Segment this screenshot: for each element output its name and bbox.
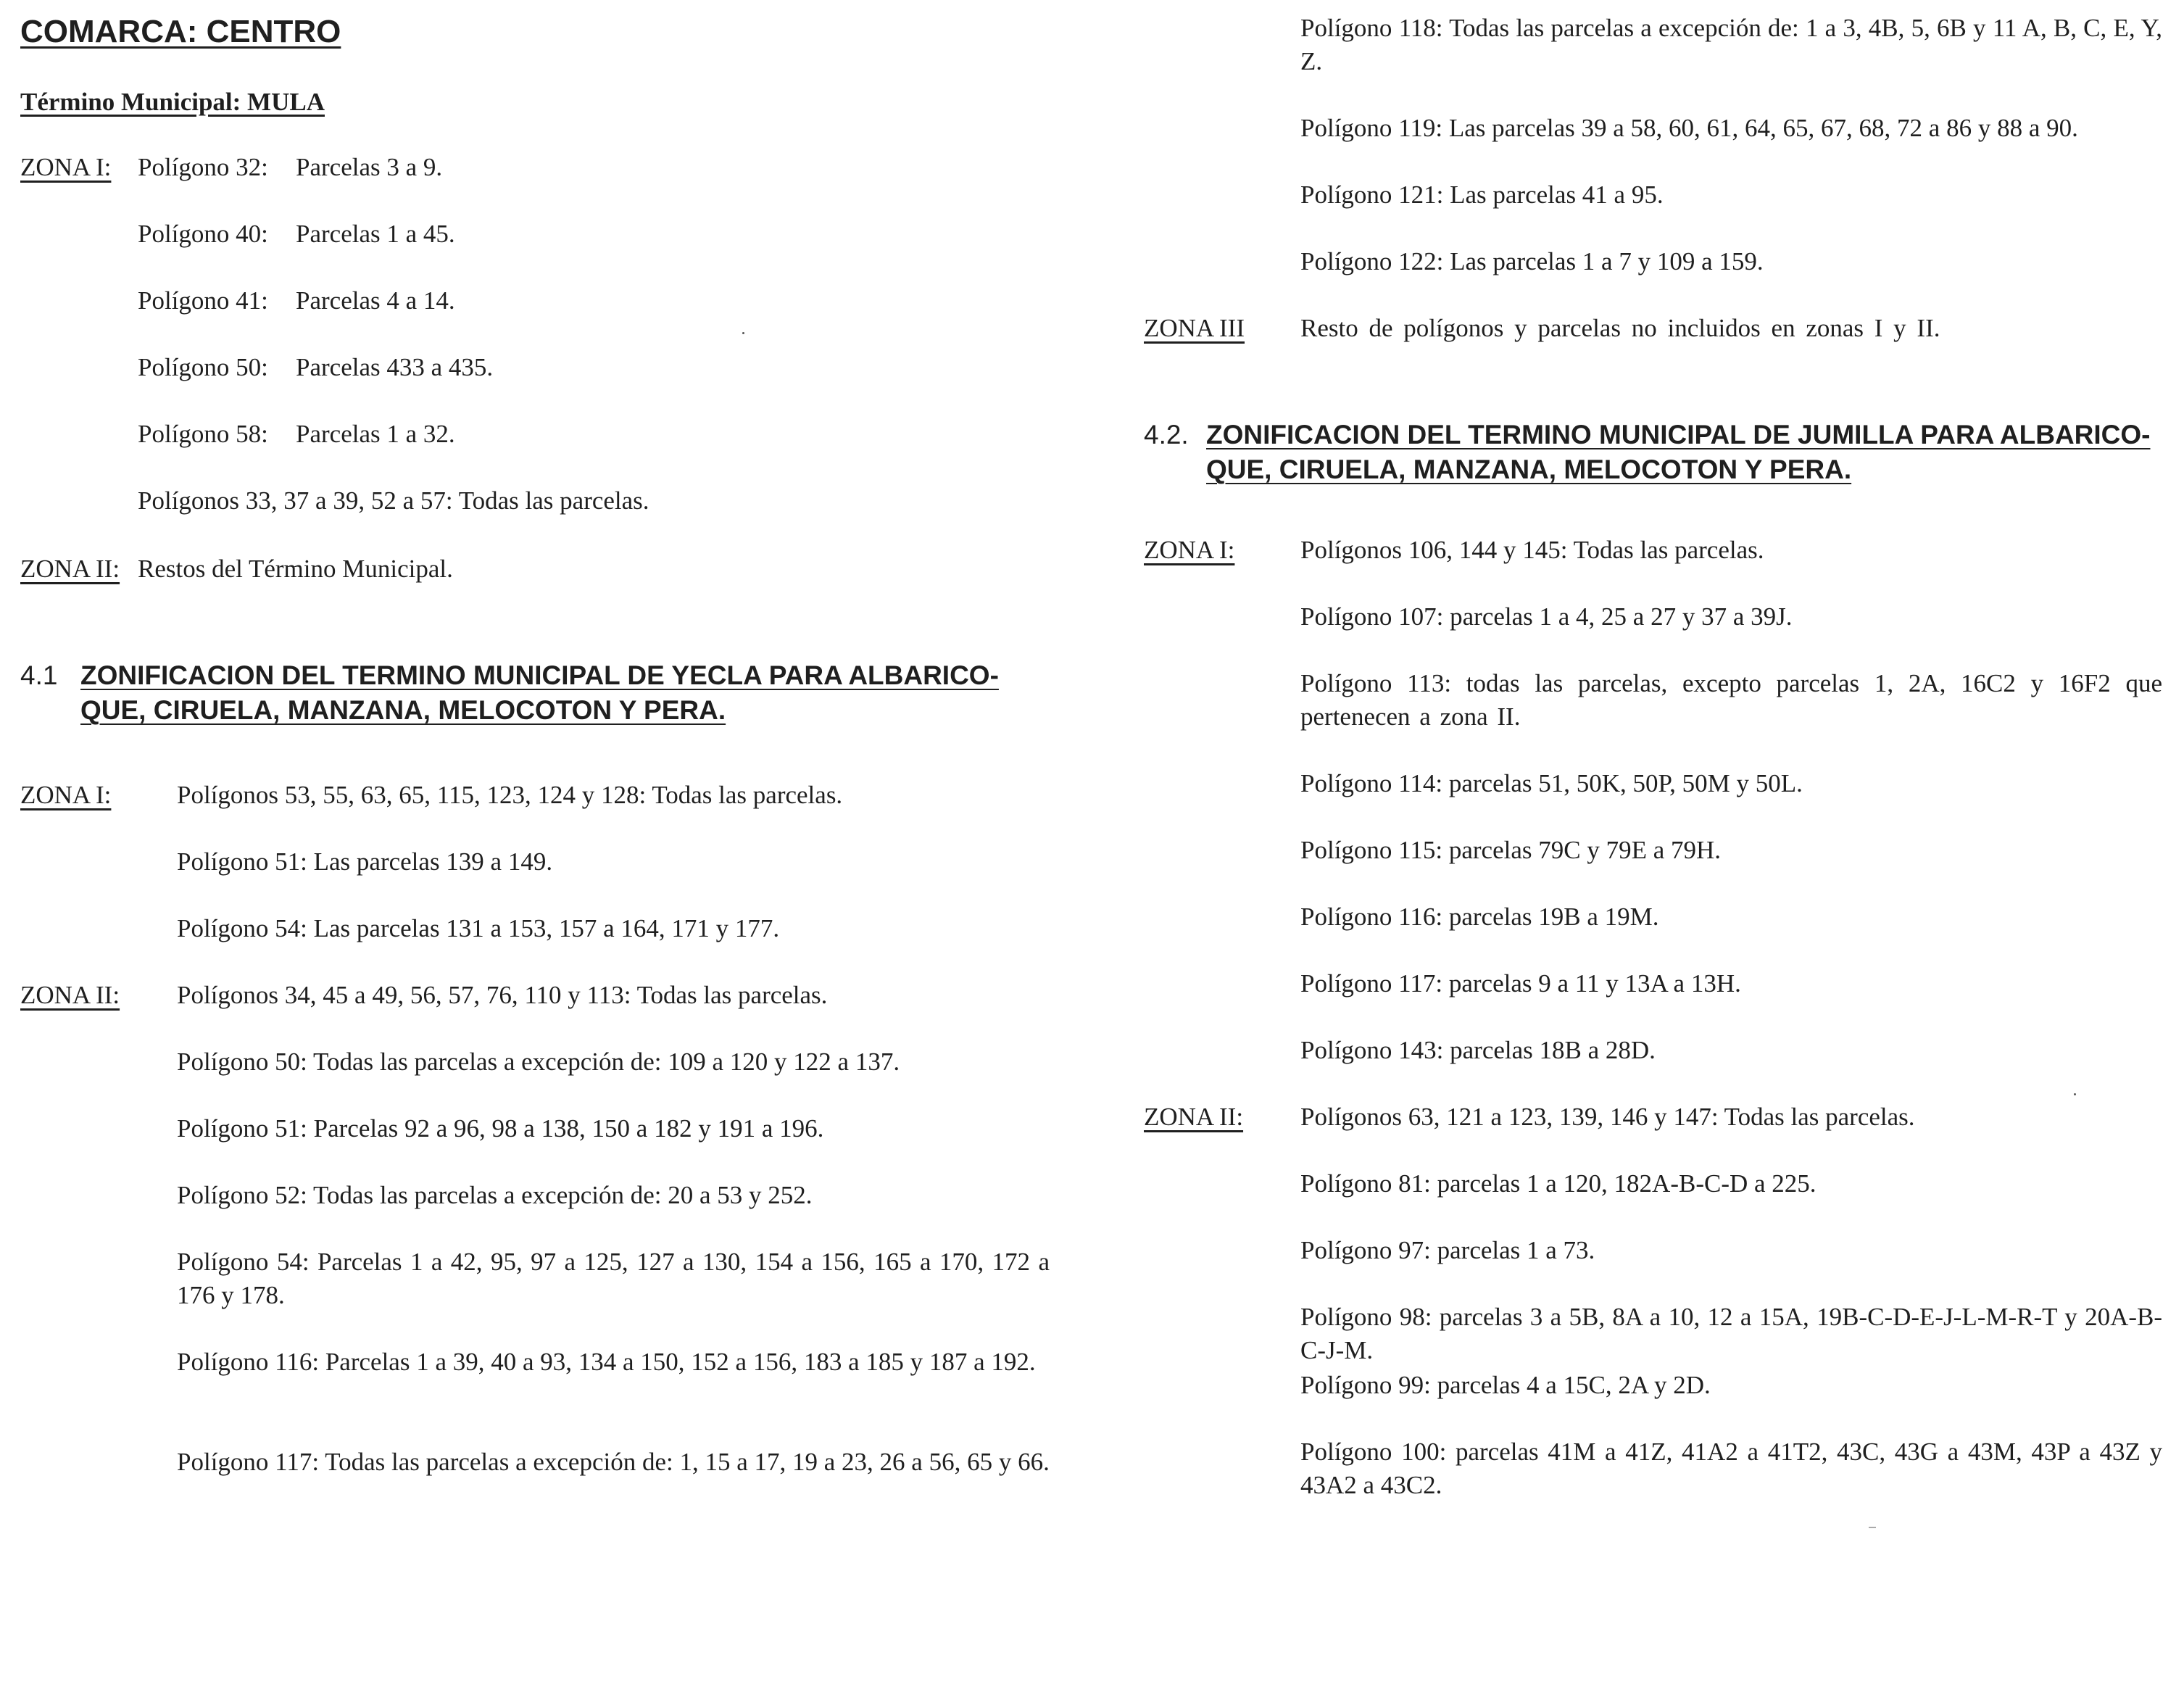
list-item: Polígonos 106, 144 y 145: Todas las parcelas. bbox=[1300, 536, 1764, 564]
list-item: Polígonos 63, 121 a 123, 139, 146 y 147: Todas las parcelas. bbox=[1300, 1103, 1915, 1131]
list-item: Polígono 115: parcelas 79C y 79E a 79H. bbox=[1300, 836, 1722, 864]
parcelas-text: Parcelas 433 a 435. bbox=[296, 353, 494, 381]
list-item: Polígono 117: Todas las parcelas a excepción de: 1, 15 a 17, 19 a 23, 26 a 56, 65 y 66. bbox=[177, 1448, 1050, 1476]
list-item: Polígono 50: Todas las parcelas a excepción de: 109 a 120 y 122 a 137. bbox=[177, 1048, 900, 1076]
section-title: ZONIFICACION DEL TERMINO MUNICIPAL DE JUMILLA PARA ALBARICO-QUE, CIRUELA, MANZANA, MELOCOTON Y PERA. bbox=[1206, 420, 2151, 484]
section-number: 4.2. bbox=[1144, 420, 1189, 449]
list-item: Polígono 143: parcelas 18B a 28D. bbox=[1300, 1036, 1656, 1064]
list-item: Polígono 116: Parcelas 1 a 39, 40 a 93, 134 a 150, 152 a 156, 183 a 185 y 187 a 192. bbox=[177, 1348, 1036, 1376]
parcelas-text: Parcelas 1 a 32. bbox=[296, 420, 455, 448]
comarca-heading: COMARCA: CENTRO bbox=[20, 14, 341, 49]
list-item: Polígonos 53, 55, 63, 65, 115, 123, 124 y 128: Todas las parcelas. bbox=[177, 781, 843, 809]
list-item: Polígono 81: parcelas 1 a 120, 182A-B-C-D a 225. bbox=[1300, 1169, 1816, 1198]
yecla-zona2-label: ZONA II: bbox=[20, 981, 120, 1009]
list-item: Polígono 119: Las parcelas 39 a 58, 60, 61, 64, 65, 67, 68, 72 a 86 y 88 a 90. bbox=[1300, 114, 2078, 142]
list-item: Polígono 54: Parcelas 1 a 42, 95, 97 a 125, 127 a 130, 154 a 156, 165 a 170, 172 a 176 y 178. bbox=[177, 1248, 1050, 1309]
parcelas-text: Parcelas 4 a 14. bbox=[296, 286, 455, 315]
poligono-label: Polígono 32: bbox=[138, 153, 268, 181]
list-item: Polígono 107: parcelas 1 a 4, 25 a 27 y 37 a 39J. bbox=[1300, 602, 1793, 631]
parcelas-text: Parcelas 1 a 45. bbox=[296, 220, 455, 248]
list-item: Polígonos 34, 45 a 49, 56, 57, 76, 110 y 113: Todas las parcelas. bbox=[177, 981, 828, 1009]
mula-zona1-label: ZONA I: bbox=[20, 153, 112, 181]
yecla-zona1-label: ZONA I: bbox=[20, 781, 112, 809]
list-item: Polígono 97: parcelas 1 a 73. bbox=[1300, 1236, 1595, 1264]
list-item: Polígono 98: parcelas 3 a 5B, 8A a 10, 12 a 15A, 19B-C-D-E-J-L-M-R-T y 20A-B-C-J-M. bbox=[1300, 1303, 2162, 1364]
list-item: Polígono 51: Parcelas 92 a 96, 98 a 138, 150 a 182 y 191 a 196. bbox=[177, 1114, 824, 1143]
poligono-label: Polígono 50: bbox=[138, 353, 268, 381]
scan-speck bbox=[1869, 1527, 1876, 1528]
list-item: Polígono 100: parcelas 41M a 41Z, 41A2 a 41T2, 43C, 43G a 43M, 43P a 43Z y 43A2 a 43C2. bbox=[1300, 1438, 2162, 1499]
mula-zona2-text: Restos del Término Municipal. bbox=[138, 555, 453, 583]
list-item: Polígono 114: parcelas 51, 50K, 50P, 50M y 50L. bbox=[1300, 769, 1803, 797]
mula-zona2-label: ZONA II: bbox=[20, 555, 120, 583]
poligono-label: Polígono 40: bbox=[138, 220, 268, 248]
list-item: Polígono 122: Las parcelas 1 a 7 y 109 a 159. bbox=[1300, 247, 1764, 275]
list-item bbox=[138, 151, 1050, 184]
list-item: Polígono 121: Las parcelas 41 a 95. bbox=[1300, 181, 1664, 209]
jumilla-zona2-label: ZONA II: bbox=[1144, 1103, 1244, 1131]
list-item: Polígono 113: todas las parcelas, excepto parcelas 1, 2A, 16C2 y 16F2 que pertenecen a zona II. bbox=[1300, 669, 2162, 731]
parcelas-text: Parcelas 3 a 9. bbox=[296, 153, 443, 181]
section-number: 4.1 bbox=[20, 660, 58, 690]
poligono-label: Polígono 58: bbox=[138, 420, 268, 448]
scan-speck bbox=[742, 332, 744, 334]
list-item: Polígono 116: parcelas 19B a 19M. bbox=[1300, 903, 1659, 931]
list-item: Polígono 54: Las parcelas 131 a 153, 157 a 164, 171 y 177. bbox=[177, 914, 780, 942]
jumilla-zona1-label: ZONA I: bbox=[1144, 536, 1235, 564]
list-item: Polígono 117: parcelas 9 a 11 y 13A a 13H. bbox=[1300, 969, 1741, 998]
zona3-label: ZONA III bbox=[1144, 314, 1245, 342]
poligono-label: Polígono 41: bbox=[138, 286, 268, 315]
scan-speck bbox=[2074, 1093, 2076, 1095]
mula-zona1-last: Polígonos 33, 37 a 39, 52 a 57: Todas las parcelas. bbox=[138, 486, 649, 515]
list-item: Polígono 51: Las parcelas 139 a 149. bbox=[177, 847, 553, 876]
section-title: ZONIFICACION DEL TERMINO MUNICIPAL DE YECLA PARA ALBARICO-QUE, CIRUELA, MANZANA, MELOCOTON Y PERA. bbox=[80, 660, 999, 725]
list-item: Polígono 99: parcelas 4 a 15C, 2A y 2D. bbox=[1300, 1371, 1711, 1399]
mula-heading: Término Municipal: MULA bbox=[20, 88, 325, 116]
list-item: Polígono 52: Todas las parcelas a excepción de: 20 a 53 y 252. bbox=[177, 1181, 813, 1209]
zona3-text: Resto de polígonos y parcelas no incluidos en zonas I y II. bbox=[1300, 314, 1940, 342]
list-item: Polígono 118: Todas las parcelas a excepción de: 1 a 3, 4B, 5, 6B y 11 A, B, C, E, Y, Z. bbox=[1300, 14, 2162, 75]
